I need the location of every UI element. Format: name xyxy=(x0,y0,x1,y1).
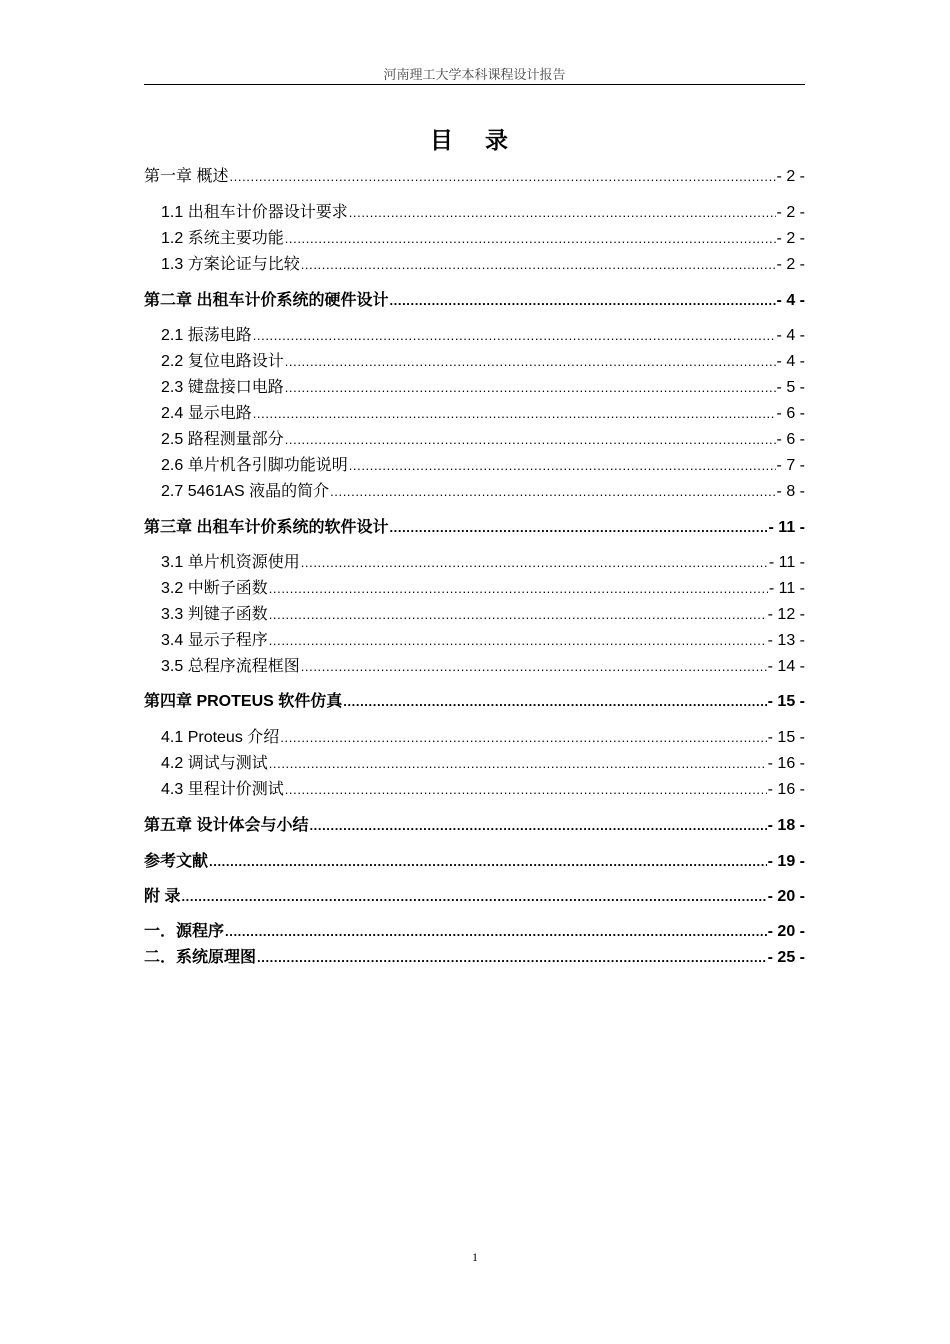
toc-entry-page: - 11 - xyxy=(768,519,805,536)
toc-dot-leader xyxy=(229,169,775,184)
toc-chapter-entry[interactable] xyxy=(144,918,805,940)
toc-chapter-entry[interactable] xyxy=(144,163,805,185)
toc-entry-page: - 15 - xyxy=(767,693,805,710)
toc-entry-page: - 6 - xyxy=(776,431,805,448)
toc-entry-label: 2.2 复位电路设计 xyxy=(161,353,284,370)
toc-section-entry[interactable] xyxy=(161,549,805,571)
toc-dot-leader xyxy=(301,555,768,570)
toc-entry-label: 2.4 显示电路 xyxy=(161,405,252,422)
toc-chapter-entry[interactable] xyxy=(144,848,805,870)
toc-title: 目 录 xyxy=(429,127,520,154)
toc-entry-label: 2.5 路程测量部分 xyxy=(161,431,284,448)
toc-entry-page: - 4 - xyxy=(776,353,805,370)
toc-entry-label: 2.3 键盘接口电路 xyxy=(161,379,284,396)
toc-entry-label: 2.6 单片机各引脚功能说明 xyxy=(161,457,348,474)
toc-section-entry[interactable] xyxy=(161,452,805,474)
toc-dot-leader xyxy=(301,257,776,272)
toc-section-entry[interactable] xyxy=(161,225,805,247)
toc-dot-leader xyxy=(269,607,767,622)
toc-entry-page: - 7 - xyxy=(776,457,805,474)
toc-entry-label: 3.4 显示子程序 xyxy=(161,632,268,649)
toc-section-entry[interactable] xyxy=(161,426,805,448)
toc-entry-page: - 12 - xyxy=(767,606,805,623)
toc-section-entry[interactable] xyxy=(161,199,805,221)
toc-entry-label: 第五章 设计体会与小结 xyxy=(144,817,309,834)
toc-entry-page: - 5 - xyxy=(776,379,805,396)
toc-entry-page: - 20 - xyxy=(767,888,805,905)
toc-entry-page: - 8 - xyxy=(776,483,805,500)
toc-entry-page: - 2 - xyxy=(776,230,805,247)
toc-dot-leader xyxy=(343,694,766,709)
toc-entry-page: - 4 - xyxy=(776,327,805,344)
toc-chapter-entry[interactable] xyxy=(144,944,805,966)
toc-entry-label: 3.1 单片机资源使用 xyxy=(161,554,300,571)
toc-chapter-entry[interactable] xyxy=(144,287,805,309)
toc-entry-label: 3.2 中断子函数 xyxy=(161,580,268,597)
toc-entry-page: - 2 - xyxy=(776,256,805,273)
toc-entry-page: - 2 - xyxy=(776,204,805,221)
toc-entry-label: 4.1 Proteus 介绍 xyxy=(161,729,280,746)
toc-section-entry[interactable] xyxy=(161,322,805,344)
toc-entry-page: - 2 - xyxy=(776,168,805,185)
toc-dot-leader xyxy=(280,730,766,745)
toc-entry-label: 第一章 概述 xyxy=(144,168,229,185)
toc-chapter-entry[interactable] xyxy=(144,514,805,536)
toc-section-entry[interactable] xyxy=(161,400,805,422)
toc-entry-page: - 16 - xyxy=(767,781,805,798)
toc-dot-leader xyxy=(309,818,766,833)
toc-section-entry[interactable] xyxy=(161,724,805,746)
toc-entry-label: 2.7 5461AS 液晶的简介 xyxy=(161,483,330,500)
toc-dot-leader xyxy=(285,354,776,369)
toc-section-entry[interactable] xyxy=(161,750,805,772)
toc-entry-page: - 25 - xyxy=(767,949,805,966)
toc-dot-leader xyxy=(349,458,776,473)
toc-dot-leader xyxy=(209,854,767,869)
toc-dot-leader xyxy=(269,633,767,648)
toc-dot-leader xyxy=(389,520,767,535)
toc-dot-leader xyxy=(253,406,776,421)
toc-entry-page: - 4 - xyxy=(776,292,805,309)
toc-entry-label: 4.2 调试与测试 xyxy=(161,755,268,772)
toc-entry-page: - 14 - xyxy=(767,658,805,675)
toc-dot-leader xyxy=(285,380,776,395)
toc-dot-leader xyxy=(349,205,776,220)
toc-entry-page: - 11 - xyxy=(768,580,805,597)
toc-entry-page: - 6 - xyxy=(776,405,805,422)
toc-dot-leader xyxy=(285,782,767,797)
toc-entry-page: - 11 - xyxy=(768,554,805,571)
toc-section-entry[interactable] xyxy=(161,627,805,649)
toc-entry-page: - 18 - xyxy=(767,817,805,834)
toc-section-entry[interactable] xyxy=(161,776,805,798)
toc-entry-page: - 20 - xyxy=(767,923,805,940)
toc-dot-leader xyxy=(253,328,776,343)
toc-entry-label: 参考文献 xyxy=(144,853,209,870)
toc-entry-label: 第二章 出租车计价系统的硬件设计 xyxy=(144,292,389,309)
page-number: 1 xyxy=(472,1250,478,1264)
toc-dot-leader xyxy=(285,231,776,246)
toc-entry-page: - 13 - xyxy=(767,632,805,649)
toc-section-entry[interactable] xyxy=(161,348,805,370)
toc-chapter-entry[interactable] xyxy=(144,812,805,834)
toc-section-entry[interactable] xyxy=(161,575,805,597)
toc-section-entry[interactable] xyxy=(161,653,805,675)
toc-entry-label: 1.2 系统主要功能 xyxy=(161,230,284,247)
toc-section-entry[interactable] xyxy=(161,478,805,500)
toc-dot-leader xyxy=(269,756,767,771)
toc-dot-leader xyxy=(257,950,767,965)
toc-dot-leader xyxy=(225,924,767,939)
toc-entry-label: 第四章 PROTEUS 软件仿真 xyxy=(144,693,343,710)
toc-dot-leader xyxy=(181,889,766,904)
toc-entry-page: - 15 - xyxy=(767,729,805,746)
toc-dot-leader xyxy=(301,659,767,674)
header-text: 河南理工大学本科课程设计报告 xyxy=(383,67,566,82)
toc-dot-leader xyxy=(285,432,776,447)
toc-entry-label: 一．源程序 xyxy=(144,923,225,940)
toc-entry-label: 1.3 方案论证与比较 xyxy=(161,256,300,273)
toc-entry-label: 第三章 出租车计价系统的软件设计 xyxy=(144,519,389,536)
toc-entry-page: - 16 - xyxy=(767,755,805,772)
toc-entry-page: - 19 - xyxy=(767,853,805,870)
toc-dot-leader xyxy=(389,293,775,308)
toc-section-entry[interactable] xyxy=(161,374,805,396)
toc-entry-label: 附 录 xyxy=(144,888,181,905)
toc-entry-label: 1.1 出租车计价器设计要求 xyxy=(161,204,348,221)
toc-entry-label: 2.1 振荡电路 xyxy=(161,327,252,344)
toc-entry-label: 二．系统原理图 xyxy=(144,949,257,966)
toc-entry-label: 3.5 总程序流程框图 xyxy=(161,658,300,675)
toc-entry-label: 4.3 里程计价测试 xyxy=(161,781,284,798)
toc-section-entry[interactable] xyxy=(161,251,805,273)
toc-dot-leader xyxy=(269,581,768,596)
toc-dot-leader xyxy=(330,484,775,499)
toc-entry-label: 3.3 判键子函数 xyxy=(161,606,268,623)
toc-chapter-entry[interactable] xyxy=(144,688,805,710)
toc-chapter-entry[interactable] xyxy=(144,883,805,905)
toc-section-entry[interactable] xyxy=(161,601,805,623)
